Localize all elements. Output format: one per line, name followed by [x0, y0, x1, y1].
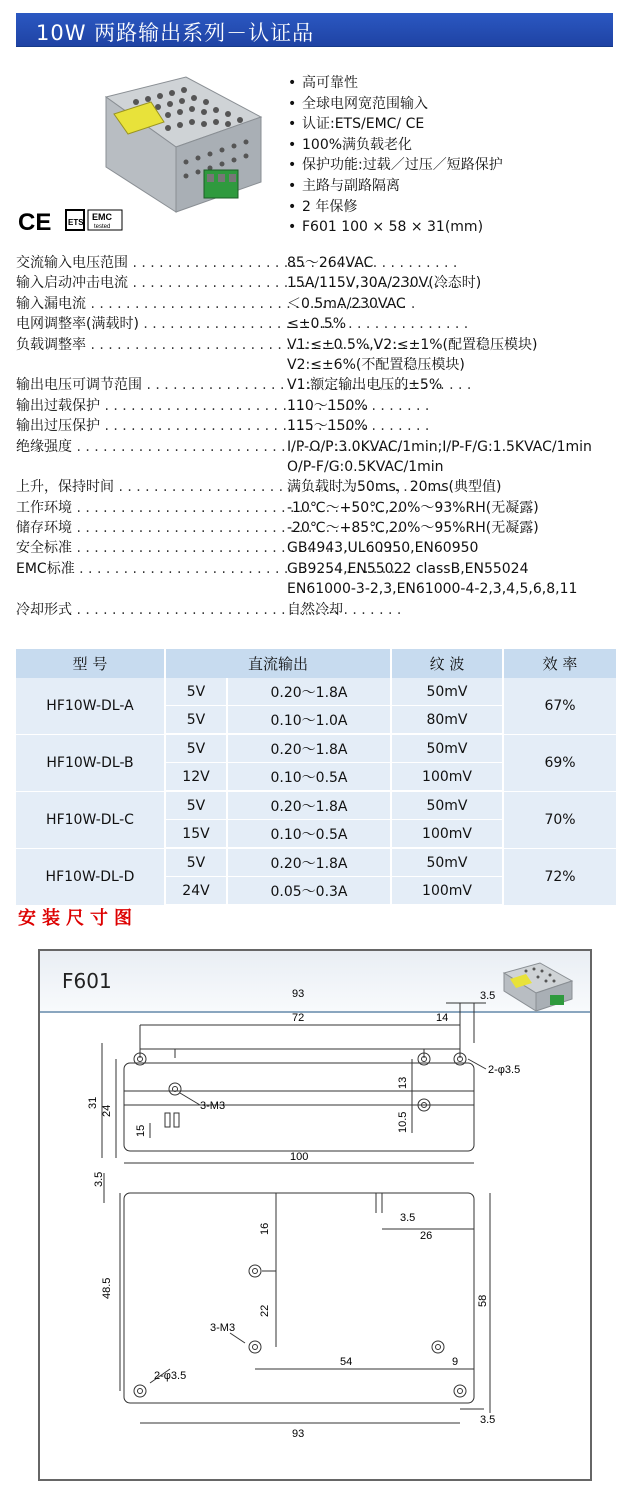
- spec-value: GB9254,EN55022 classB,EN55024: [287, 560, 529, 577]
- voltage-cell: 15V: [165, 820, 227, 849]
- dim-16: 16: [259, 1222, 271, 1235]
- model-table: [16, 649, 616, 906]
- table-row: [16, 678, 616, 706]
- certification-marks: [18, 206, 128, 236]
- spec-value: -10℃～+50℃,20%～93%RH(无凝露): [287, 499, 539, 516]
- spec-value: V1:≤±0.5%,V2:≤±1%(配置稳压模块): [287, 336, 538, 353]
- spec-row: [16, 396, 626, 416]
- ripple-cell: 50mV: [391, 734, 503, 763]
- spec-row: [16, 559, 626, 579]
- dim-22: 22: [259, 1304, 271, 1317]
- spec-label: 输出过压保护 . . .: [16, 416, 286, 436]
- ripple-cell: 100mV: [391, 877, 503, 906]
- page-title: 10W 两路输出系列－认证品: [36, 21, 315, 45]
- spec-label: 输出电压可调节范围 . . .: [16, 375, 286, 395]
- model-cell: HF10W-DL-B: [16, 734, 165, 791]
- product-thumbnail: [496, 961, 576, 1013]
- feature-item: • 2 年保修: [288, 197, 503, 218]
- spec-value: ≤±0.5%: [287, 316, 347, 333]
- m3-hole: [249, 1341, 261, 1353]
- spec-label: 安全标准 . . .: [16, 538, 286, 558]
- spec-value: 110～150%: [287, 397, 368, 414]
- drawing-panel: [38, 949, 592, 1481]
- dim-93: 93: [292, 988, 305, 1000]
- spec-value: ＜0.5mA/230VAC: [287, 295, 406, 312]
- spec-value: 85～264VAC: [287, 255, 374, 271]
- m3-callout-b: 3-M3: [210, 1322, 236, 1334]
- spec-row: [16, 294, 626, 314]
- spec-value: EN61000-3-2,3,EN61000-4-2,3,4,5,6,8,11: [287, 581, 578, 598]
- dim-3-5: 3.5: [480, 990, 496, 1002]
- ripple-cell: 100mV: [391, 820, 503, 849]
- spec-value: I/P-O/P:3.0KVAC/1min;I/P-F/G:1.5KVAC/1min: [287, 438, 592, 455]
- dim-3-5-d: 3.5: [480, 1414, 496, 1426]
- model-cell: HF10W-DL-C: [16, 791, 165, 848]
- spec-label: 工作环境 . . .: [16, 498, 286, 518]
- dim-31: 31: [87, 1096, 99, 1109]
- spec-row: [16, 375, 626, 395]
- m3-callout: 3-M3: [200, 1100, 226, 1112]
- install-title: 安装尺寸图: [18, 908, 138, 929]
- spec-row: [16, 314, 626, 334]
- voltage-cell: 5V: [165, 706, 227, 735]
- spec-label: 负载调整率 . . .: [16, 335, 286, 355]
- dim-58: 58: [477, 1294, 489, 1307]
- dim-14: 14: [436, 1012, 449, 1024]
- spec-label: 输出过载保护 . . .: [16, 396, 286, 416]
- spec-row: [16, 579, 626, 599]
- ce-mark: CE: [18, 209, 52, 236]
- spec-value: V1:额定输出电压的±5%: [287, 377, 443, 394]
- spec-row: [16, 273, 626, 293]
- dim-54: 54: [340, 1356, 353, 1368]
- efficiency-cell: 72%: [503, 848, 616, 905]
- ets-logo: ETS: [68, 218, 84, 227]
- current-cell: 0.05～0.3A: [227, 877, 391, 906]
- header-dc-output: 直流输出: [165, 649, 391, 678]
- spec-value: 满负载时为50ms，20ms(典型值): [287, 479, 502, 496]
- mount-hole: [454, 1385, 466, 1397]
- hole-callout-b: 2-φ3.5: [154, 1370, 187, 1382]
- ripple-cell: 50mV: [391, 678, 503, 706]
- dim-13: 13: [397, 1076, 409, 1089]
- ripple-cell: 80mV: [391, 706, 503, 735]
- header-model: 型 号: [16, 649, 165, 678]
- dim-24: 24: [101, 1104, 113, 1117]
- title-bar: [16, 13, 613, 47]
- feature-item: • 全球电网宽范围输入: [288, 94, 503, 115]
- dim-93-b: 93: [292, 1428, 305, 1440]
- spec-value: 15A/115V,30A/230V(冷态时): [287, 275, 482, 292]
- spec-label: EMC标准 . . .: [16, 559, 286, 579]
- current-cell: 0.10～0.5A: [227, 820, 391, 849]
- spec-label: 电网调整率(满载时) . . .: [16, 314, 286, 334]
- table-row: [16, 848, 616, 877]
- model-cell: HF10W-DL-D: [16, 848, 165, 905]
- feature-item: • 主路与副路隔离: [288, 176, 503, 197]
- ripple-cell: 100mV: [391, 763, 503, 792]
- m3-hole: [432, 1341, 444, 1353]
- feature-item: • 认证:ETS/EMC/ CE: [288, 114, 503, 135]
- ripple-cell: 50mV: [391, 848, 503, 877]
- spec-label: 输入漏电流 . . .: [16, 294, 286, 314]
- drawing-header: [40, 951, 590, 1013]
- voltage-cell: 5V: [165, 848, 227, 877]
- spec-row: [16, 498, 626, 518]
- spec-label: 上升，保持时间 . . .: [16, 477, 286, 497]
- spec-label: 绝缘强度 . . .: [16, 437, 286, 457]
- spec-list: [16, 253, 626, 620]
- spec-label: 冷却形式 . . .: [16, 600, 286, 620]
- table-row: [16, 791, 616, 820]
- mount-hole: [134, 1385, 146, 1397]
- spec-row: [16, 437, 626, 457]
- feature-item: • 保护功能:过载／过压／短路保护: [288, 155, 503, 176]
- voltage-cell: 5V: [165, 791, 227, 820]
- m3-hole: [249, 1265, 261, 1277]
- spec-value: GB4943,UL60950,EN60950: [287, 540, 479, 557]
- efficiency-cell: 67%: [503, 678, 616, 734]
- spec-label: 输入启动冲击电流 . . .: [16, 273, 286, 293]
- spec-label: 交流输入电压范围 . . .: [16, 253, 286, 273]
- dim-100: 100: [290, 1151, 309, 1163]
- spec-label: 储存环境 . . .: [16, 518, 286, 538]
- hole-callout: 2-φ3.5: [488, 1064, 521, 1076]
- dimension-drawing: [40, 988, 590, 1479]
- feature-list: [288, 73, 503, 238]
- table-row: [16, 734, 616, 763]
- dim-9: 9: [452, 1356, 459, 1368]
- spec-value: O/P-F/G:0.5KVAC/1min: [287, 458, 444, 475]
- spec-value: V2:≤±6%(不配置稳压模块): [287, 356, 465, 373]
- dim-26: 26: [420, 1230, 433, 1242]
- efficiency-cell: 69%: [503, 734, 616, 791]
- spec-value: 自然冷却: [287, 601, 343, 618]
- current-cell: 0.20～1.8A: [227, 678, 391, 706]
- dim-72: 72: [292, 1012, 305, 1024]
- current-cell: 0.10～0.5A: [227, 763, 391, 792]
- top-view-outline: [124, 1063, 474, 1151]
- current-cell: 0.20～1.8A: [227, 734, 391, 763]
- efficiency-cell: 70%: [503, 791, 616, 848]
- feature-item: • F601 100 × 58 × 31(mm): [288, 217, 503, 238]
- dim-3-5-c: 3.5: [400, 1212, 416, 1224]
- model-cell: HF10W-DL-A: [16, 678, 165, 734]
- dim-15: 15: [135, 1124, 147, 1137]
- ripple-cell: 50mV: [391, 791, 503, 820]
- header-efficiency: 效 率: [503, 649, 616, 678]
- spec-row: [16, 355, 626, 375]
- product-image: [76, 72, 266, 222]
- spec-value: -20℃～+85℃,20%～95%RH(无凝露): [287, 520, 539, 537]
- current-cell: 0.20～1.8A: [227, 848, 391, 877]
- spec-row: [16, 477, 626, 497]
- voltage-cell: 24V: [165, 877, 227, 906]
- spec-row: [16, 416, 626, 436]
- feature-item: • 100%满负载老化: [288, 135, 503, 156]
- current-cell: 0.10～1.0A: [227, 706, 391, 735]
- emc-tested-label: tested: [94, 224, 111, 230]
- m3-hole: [169, 1083, 181, 1095]
- spec-row: [16, 335, 626, 355]
- header-ripple: 纹 波: [391, 649, 503, 678]
- spec-row: [16, 253, 626, 273]
- spec-row: [16, 518, 626, 538]
- dim-10-5: 10.5: [397, 1111, 409, 1133]
- spec-row: [16, 600, 626, 620]
- current-cell: 0.20～1.8A: [227, 791, 391, 820]
- spec-value: 115～150%: [287, 418, 368, 435]
- spec-row: [16, 538, 626, 558]
- dim-48-5: 48.5: [101, 1277, 113, 1299]
- case-label: F601: [62, 969, 112, 993]
- voltage-cell: 12V: [165, 763, 227, 792]
- feature-item: • 高可靠性: [288, 73, 503, 94]
- voltage-cell: 5V: [165, 734, 227, 763]
- voltage-cell: 5V: [165, 678, 227, 706]
- emc-logo: EMC: [92, 212, 112, 222]
- dim-3-5-b: 3.5: [93, 1171, 105, 1187]
- spec-row: [16, 457, 626, 477]
